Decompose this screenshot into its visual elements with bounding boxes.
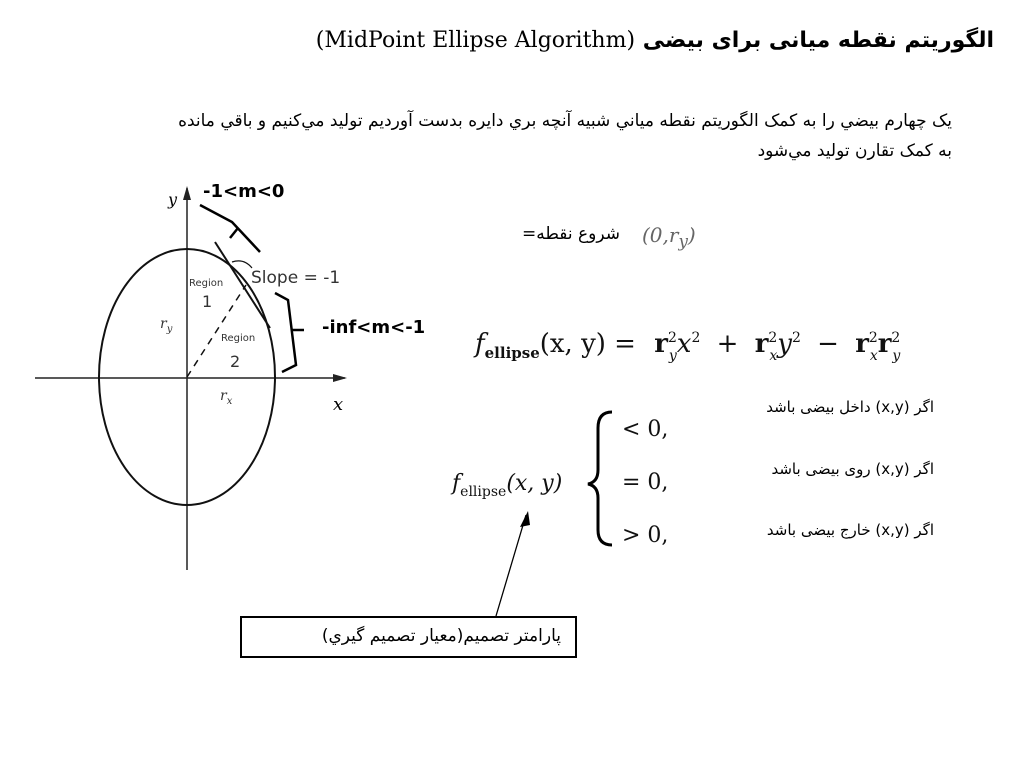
- slope-arc: [232, 261, 252, 268]
- x-axis-arrow: [333, 374, 347, 382]
- brace-region1: [200, 205, 260, 252]
- cases-function: $f_{ellipse}(x$, y): [452, 471, 563, 500]
- cases-brace: [588, 412, 612, 545]
- region1-number: 1: [202, 292, 213, 311]
- case-equal: = 0,: [622, 470, 669, 495]
- case-on-desc: اگر (x,y) روی بيضی باشد: [771, 460, 934, 478]
- intro-line-2: به كمک تقارن توليد مي‌شود: [757, 141, 952, 161]
- slope-label: Slope = -1: [251, 268, 341, 288]
- decision-arrow: [496, 515, 526, 616]
- case-inside-desc: اگر (x,y) داخل بيضی باشد: [766, 398, 934, 416]
- y-axis-label: y: [168, 190, 178, 209]
- ellipse-formula: $f_{ellipse}(x$, y) = $r^2$ $yx^2$ + $r^2$ $xy^2$ − $r^2$ $xr^2$ y: [475, 329, 901, 364]
- brace-region2: [275, 293, 296, 372]
- case-outside-desc: اگر (x,y) خارج بيضی باشد: [766, 521, 934, 539]
- decision-parameter-label: پارامتر تصميم(معيار تصميم گيري): [321, 626, 561, 646]
- ry-label: $r_y$: [160, 316, 173, 335]
- slope-range-2: -inf<m<-1: [322, 317, 426, 338]
- case-greater: > 0,: [622, 523, 669, 548]
- decision-parameter-box: [240, 616, 577, 658]
- brace-region1-tick: [230, 228, 238, 238]
- start-point-value: $(0,r_y)$: [642, 223, 696, 251]
- case-less: < 0,: [622, 417, 669, 442]
- y-axis-arrow: [183, 186, 191, 200]
- title-persian: الگوريتم نقطه ميانی برای بيضی: [642, 28, 994, 53]
- region2-number: 2: [230, 352, 241, 371]
- decision-arrowhead: [520, 511, 530, 527]
- title-english: (MidPoint Ellipse Algorithm): [315, 28, 636, 53]
- region1-label: Region: [189, 278, 224, 289]
- x-axis-label: x: [333, 394, 344, 415]
- slope-range-1: -1<m<0: [203, 181, 285, 202]
- start-point-label: شروع نقطه=: [521, 224, 620, 244]
- region2-label: Region: [221, 333, 256, 344]
- intro-line-1: یک چهارم بيضي را به كمک الگوريتم نقطه مياني شبيه آنچه بري دايره بدست آورديم توليد مي‌کنيم و باقي مانده: [178, 111, 952, 131]
- rx-label: $r_x$: [220, 388, 233, 407]
